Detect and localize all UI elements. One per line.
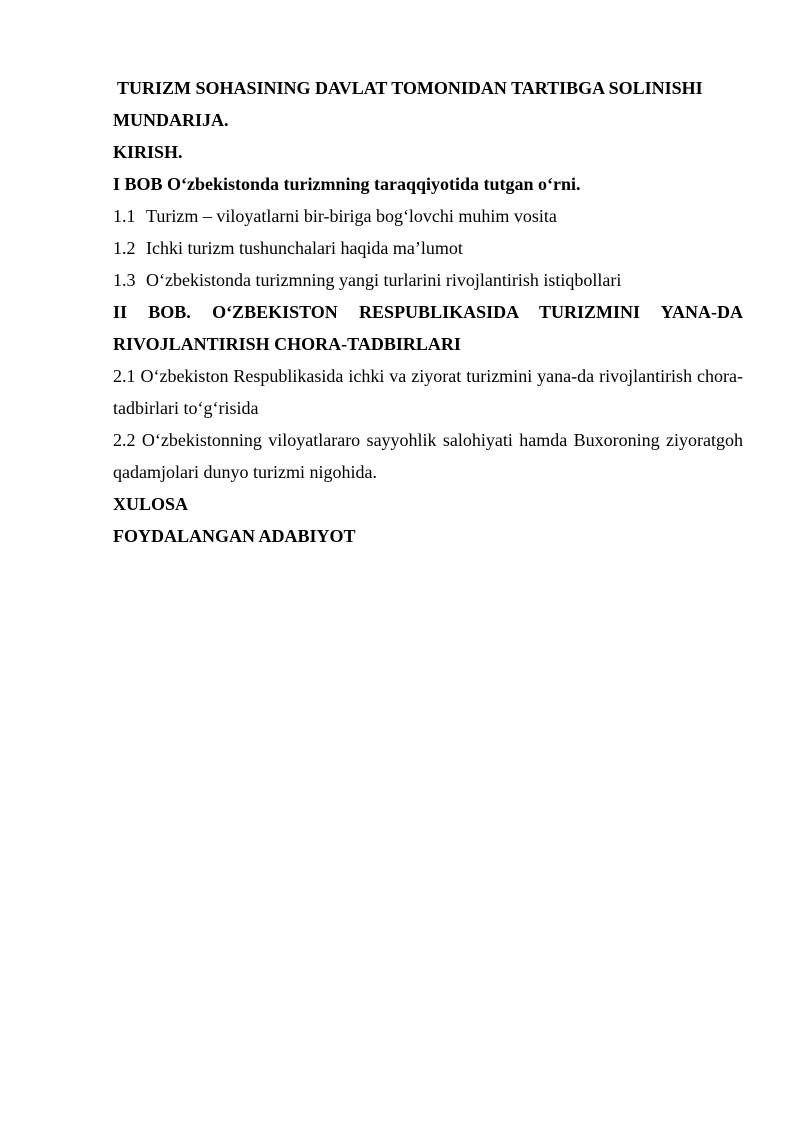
toc-entry-1-3 [113, 264, 743, 296]
toc-entry-number: 1.3 [113, 270, 136, 290]
toc-entry-text: Turizm – viloyatlarni bir-biriga bog‘lovchi muhim vosita [146, 206, 557, 226]
toc-entry-1-1 [113, 200, 743, 232]
toc-entry-number: 1.2 [113, 238, 136, 258]
document-page [113, 72, 743, 552]
contents-heading: MUNDARIJA. [113, 110, 229, 130]
intro-entry: KIRISH. [113, 142, 183, 162]
toc-entry-text: O‘zbekistonda turizmning yangi turlarini rivojlantirish istiqbollari [146, 270, 622, 290]
toc-entry-1-2 [113, 232, 743, 264]
chapter1-heading: I BOB O‘zbekistonda turizmning taraqqiyotida tutgan o‘rni. [113, 174, 581, 194]
references-entry: FOYDALANGAN ADABIYOT [113, 526, 356, 546]
chapter2-heading: II BOB. O‘ZBEKISTON RESPUBLIKASIDA TURIZMINI YANA-DA RIVOJLANTIRISH CHORA-TADBIRLARI [113, 302, 743, 354]
toc-entry-number: 1.1 [113, 206, 136, 226]
toc-entry-2-2: 2.2 O‘zbekistonning viloyatlararo sayyohlik salohiyati hamda Buxoroning ziyoratgoh qadamjolari dunyo turizmi nigohida. [113, 430, 743, 482]
toc-entry-2-1: 2.1 O‘zbekiston Respublikasida ichki va ziyorat turizmini yana-da rivojlantirish chora-tadbirlari to‘g‘risida [113, 366, 743, 418]
conclusion-entry: XULOSA [113, 494, 189, 514]
toc-entry-text: Ichki turizm tushunchalari haqida ma’lumot [146, 238, 463, 258]
document-title: TURIZM SOHASINING DAVLAT TOMONIDAN TARTIBGA SOLINISHI [117, 78, 703, 98]
